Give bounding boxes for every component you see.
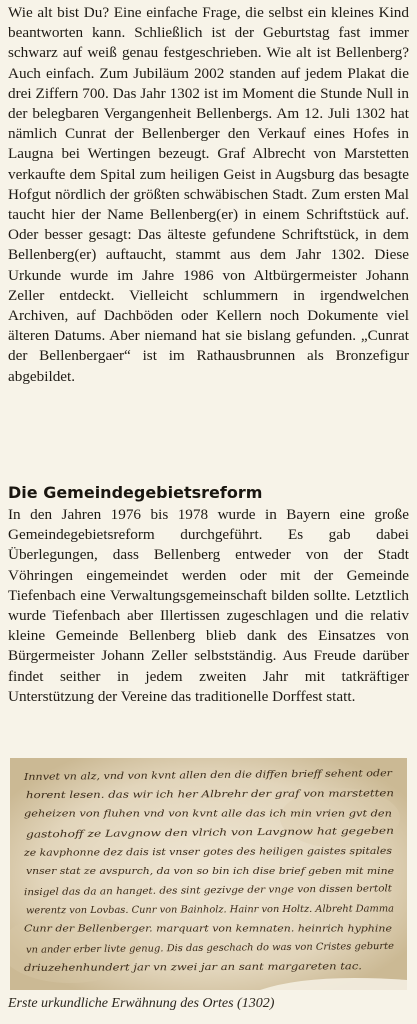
manuscript-line: gastohoff ze Lavgnow den vlrich von Lavgnow hat gegeben [25,826,315,841]
intro-paragraph: Wie alt bist Du? Eine einfache Frage, die selbst ein kleines Kind beantworten kann. Schließlich ist der Geburtstag fast immer schwarz auf weiß genau festgeschrieben. Wie alt ist Bellenberg? Auch einfach. Zum Jubiläum 2002 standen auf jedem Plakat die drei Ziffern 700. Das Jahr 1302 ist im Moment die Stunde Null in der belegbaren Vergangenheit Bellenbergs. Am 12. Juli 1302 hat nämlich Cunrat der Bellenberger den Verkauf eines Hofes in Laugna bei Wertingen bezeugt. Graf Albrecht von Marstetten verkaufte dem Spital zum heiligen Geist in Augsburg das besagte Hofgut nördlich der größten schwäbischen Stadt. Zum ersten Mal taucht hier der Name Bellenberg(er) in einem Schriftstück auf. Oder besser gesagt: Das älteste gefundene Schriftstück, in dem Bellenberg(er) auftaucht, stammt aus dem Jahr 1302. Diese Urkunde wurde im Jahre 1986 von Altbürgermeister Johann Zeller entdeckt. Vielleicht schlummern in irgendwelchen Archiven, auf Dachböden oder Kellern noch Dokumente viel älteren Datums. Aber niemand hat sie bislang gefunden. „Cunrat der Bellenbergaer“ ist im Rathausbrunnen als Bronzefigur abgebildet. [8,4,409,385]
reform-paragraph: In den Jahren 1976 bis 1978 wurde in Bayern eine große Gemeindegebietsreform durchgeführt. Es gab dabei Überlegungen, dass Bellenberg entweder von der Stadt Vöhringen eingemeindet werden oder mit der Gemeinde Tiefenbach eine Verwaltungsgemeinschaft bilden sollte. Letztlich wurde Tiefenbach aber Illertissen zugeschlagen und die relativ kleine Gemeinde Bellenberg blieb dank des Einsatzes von Bürgermeister Johann Zeller selbstständig. Aus Freude darüber findet seither in jedem zweiten Jahr mit tatkräftiger Unterstützung der Vereine das traditionelle Dorffest statt. [8,506,409,705]
figure-caption: Erste urkundliche Erwähnung des Ortes (1302) [8,996,275,1011]
manuscript-line: insigel das da an hanget. des sint gezivge der vnge von dissen bertolt [23,883,364,899]
section-heading: Die Gemeindegebietsreform [8,483,263,502]
manuscript-line: geheizen von fluhen vnd von kvnt alle das ich min vrien gvt den [24,808,392,820]
manuscript-line: Cunr der Bellenberger. marquart von kemnaten. heinrich hyphine [24,923,393,935]
manuscript-line: ze kavphonne dez dais ist vnser gotes des heiligen gaistes spitales [23,846,348,859]
manuscript-line: werentz von Lovbas. Cunr von Bainholz. Hainr von Holtz. Albreht Damma [25,903,386,917]
manuscript-line: Innvet vn alz, vnd von kvnt allen den die diffen brieff sehent oder [23,768,343,783]
manuscript-line: vnser stat ze avspurch, da von so bin ich dise brief geben mit mine [26,866,395,877]
manuscript-line: vn ander erber livte genug. Dis das geschach do was von Cristes geburte [25,940,383,956]
parchment-document [10,758,407,990]
manuscript-image [10,758,407,990]
manuscript-line: driuzehenhundert jar vn zwei jar an sant margareten tac. [23,961,304,974]
manuscript-line: horent lesen. das wir ich her Albrehr der graf von marstetten [25,788,326,802]
